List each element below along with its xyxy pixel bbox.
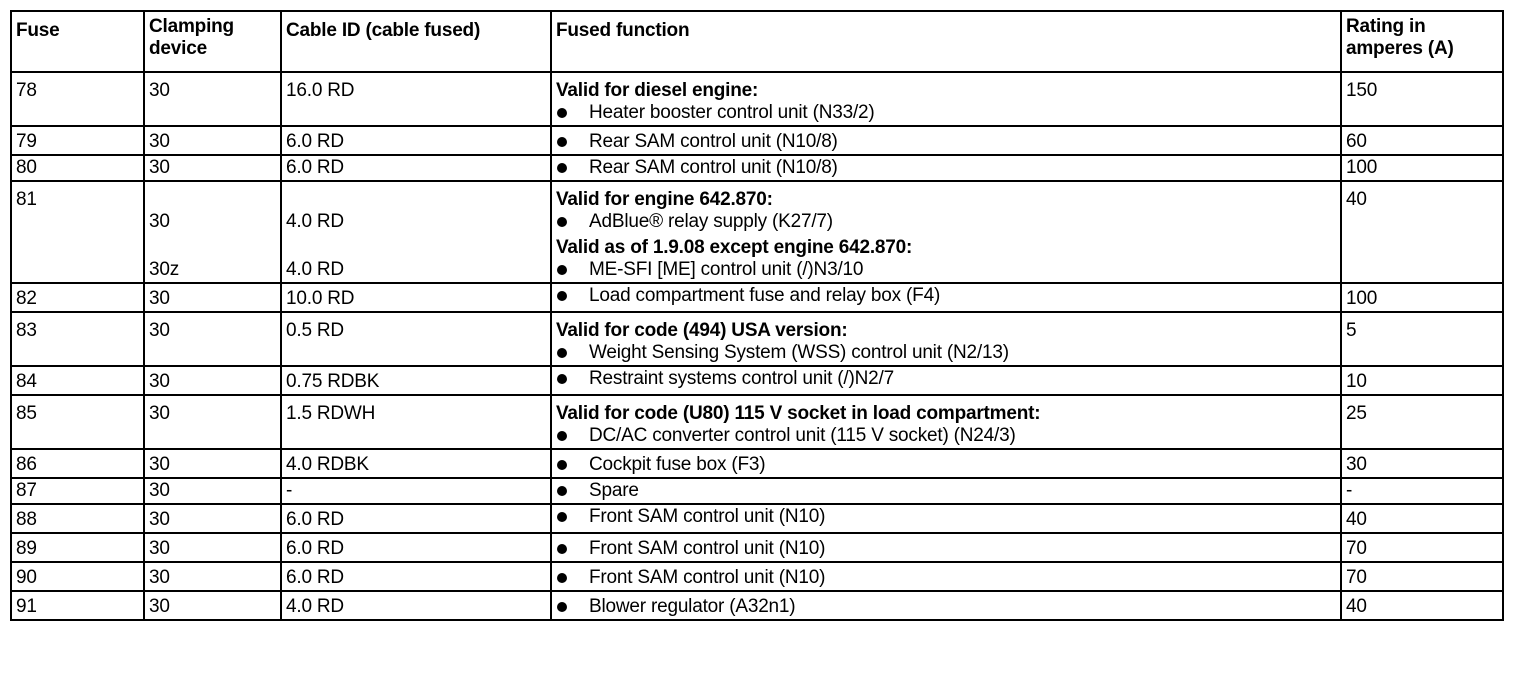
cable-value: 6.0 RD	[286, 509, 344, 530]
table-row	[11, 126, 1503, 155]
spacer	[149, 233, 276, 255]
rating-cell	[1341, 395, 1503, 449]
header-fuse	[11, 11, 144, 72]
fuse-cell	[11, 72, 144, 126]
bullet-icon	[557, 217, 567, 227]
rating-cell	[1341, 562, 1503, 591]
fuse-cell	[11, 478, 144, 504]
function-bullet	[556, 480, 1336, 502]
clamp-cell	[144, 562, 281, 591]
fuse-number: 78	[16, 80, 37, 101]
fuse-number: 88	[16, 509, 37, 530]
rating-value: 40	[1346, 509, 1367, 530]
function-bullet	[556, 451, 1336, 476]
fuse-cell	[11, 504, 144, 533]
function-text: Front SAM control unit (N10)	[589, 506, 826, 527]
rating-cell	[1341, 155, 1503, 181]
function-heading: Valid for diesel engine:	[556, 80, 759, 101]
bullet-icon	[557, 544, 567, 554]
cable-value: 0.75 RDBK	[286, 371, 380, 392]
cable-value: 6.0 RD	[286, 157, 344, 178]
rating-value: 25	[1346, 403, 1367, 424]
fuse-number: 79	[16, 131, 37, 152]
table-row	[11, 449, 1503, 478]
function-bullet	[556, 593, 1336, 618]
clamp-value: 30	[149, 157, 170, 178]
rating-value: 100	[1346, 288, 1378, 309]
cable-cell	[281, 181, 551, 283]
function-text: Spare	[589, 480, 639, 501]
rating-cell	[1341, 126, 1503, 155]
clamp-cell	[144, 395, 281, 449]
rating-value: 100	[1346, 157, 1378, 178]
clamp-cell	[144, 591, 281, 620]
clamp-cell	[144, 126, 281, 155]
function-cell	[551, 504, 1341, 533]
clamp-value: 30	[149, 320, 170, 341]
cable-value: 6.0 RD	[286, 131, 344, 152]
cable-cell	[281, 591, 551, 620]
table-row	[11, 478, 1503, 504]
rating-value: 70	[1346, 567, 1367, 588]
function-heading: Valid for code (U80) 115 V socket in load compartment:	[556, 403, 1041, 424]
clamp-value: 30	[149, 596, 170, 617]
function-bullet	[556, 211, 1336, 233]
clamp-value: 30	[149, 288, 170, 309]
cable-value: 16.0 RD	[286, 80, 355, 101]
function-cell	[551, 366, 1341, 395]
header-clamping-line1: Clamping	[149, 16, 234, 37]
function-bullet	[556, 102, 1336, 124]
header-fuse-label: Fuse	[16, 20, 60, 41]
function-cell	[551, 449, 1341, 478]
fuse-table	[10, 10, 1504, 621]
clamp-cell	[144, 283, 281, 312]
rating-cell	[1341, 366, 1503, 395]
rating-value: 60	[1346, 131, 1367, 152]
table-row	[11, 504, 1503, 533]
function-bullet	[556, 259, 1336, 281]
header-cable-label: Cable ID (cable fused)	[286, 20, 481, 41]
function-bullet	[556, 128, 1336, 153]
function-text: Heater booster control unit (N33/2)	[589, 102, 875, 123]
function-heading: Valid for engine 642.870:	[556, 189, 773, 210]
cable-value: 4.0 RD	[286, 259, 344, 280]
bullet-icon	[557, 486, 567, 496]
bullet-icon	[557, 374, 567, 384]
clamp-value: 30	[149, 538, 170, 559]
fuse-cell	[11, 126, 144, 155]
cable-cell	[281, 312, 551, 366]
cable-cell	[281, 155, 551, 181]
spacer	[149, 189, 276, 211]
rating-value: 5	[1346, 320, 1357, 341]
bullet-icon	[557, 431, 567, 441]
bullet-icon	[557, 137, 567, 147]
rating-cell	[1341, 312, 1503, 366]
function-text: Blower regulator (A32n1)	[589, 596, 796, 617]
function-bullet	[556, 425, 1336, 447]
cable-cell	[281, 366, 551, 395]
function-text: Front SAM control unit (N10)	[589, 567, 826, 588]
rating-value: 30	[1346, 454, 1367, 475]
cable-cell	[281, 126, 551, 155]
spacer	[286, 233, 546, 255]
fuse-number: 82	[16, 288, 37, 309]
function-bullet	[556, 157, 1336, 179]
bullet-icon	[557, 108, 567, 118]
cable-value: 1.5 RDWH	[286, 403, 376, 424]
clamp-value: 30	[149, 131, 170, 152]
cable-value: 4.0 RD	[286, 211, 344, 232]
cable-value: 4.0 RD	[286, 596, 344, 617]
fuse-number: 85	[16, 403, 37, 424]
rating-value: 10	[1346, 371, 1367, 392]
header-clamping-device	[144, 11, 281, 72]
clamp-cell	[144, 72, 281, 126]
cable-value: 6.0 RD	[286, 567, 344, 588]
fuse-number: 91	[16, 596, 37, 617]
function-text: AdBlue® relay supply (K27/7)	[589, 211, 833, 232]
rating-cell	[1341, 283, 1503, 312]
table-row	[11, 562, 1503, 591]
rating-cell	[1341, 533, 1503, 562]
clamp-cell	[144, 366, 281, 395]
table-row	[11, 283, 1503, 312]
function-bullet	[556, 506, 1336, 528]
clamp-value: 30	[149, 480, 170, 501]
cable-cell	[281, 395, 551, 449]
cable-value: 4.0 RDBK	[286, 454, 369, 475]
bullet-icon	[557, 265, 567, 275]
function-bullet	[556, 564, 1336, 589]
function-text: Load compartment fuse and relay box (F4)	[589, 285, 941, 306]
function-bullet	[556, 368, 1336, 390]
table-row	[11, 591, 1503, 620]
function-bullet	[556, 535, 1336, 560]
fuse-cell	[11, 562, 144, 591]
fuse-number: 80	[16, 157, 37, 178]
function-cell	[551, 562, 1341, 591]
bullet-icon	[557, 348, 567, 358]
fuse-number: 83	[16, 320, 37, 341]
clamp-value: 30	[149, 567, 170, 588]
clamp-cell	[144, 504, 281, 533]
function-cell	[551, 283, 1341, 312]
fuse-number: 84	[16, 371, 37, 392]
fuse-cell	[11, 449, 144, 478]
function-cell	[551, 72, 1341, 126]
cable-cell	[281, 72, 551, 126]
clamp-value: 30	[149, 80, 170, 101]
function-cell	[551, 126, 1341, 155]
clamp-value: 30	[149, 454, 170, 475]
fuse-cell	[11, 181, 144, 283]
header-rating	[1341, 11, 1503, 72]
rating-value: 40	[1346, 189, 1367, 210]
function-text: ME-SFI [ME] control unit (/)N3/10	[589, 259, 864, 280]
spacer	[286, 189, 546, 211]
fuse-cell	[11, 533, 144, 562]
fuse-cell	[11, 591, 144, 620]
function-text: Rear SAM control unit (N10/8)	[589, 131, 838, 152]
clamp-value: 30z	[149, 259, 180, 280]
table-row	[11, 155, 1503, 181]
fuse-cell	[11, 366, 144, 395]
fuse-number: 81	[16, 189, 37, 210]
function-text: Restraint systems control unit (/)N2/7	[589, 368, 894, 389]
rating-cell	[1341, 478, 1503, 504]
bullet-icon	[557, 512, 567, 522]
fuse-number: 89	[16, 538, 37, 559]
clamp-value: 30	[149, 371, 170, 392]
rating-value: -	[1346, 480, 1353, 501]
table-row	[11, 72, 1503, 126]
function-text: Weight Sensing System (WSS) control unit (N2/13)	[589, 342, 1009, 363]
fuse-number: 86	[16, 454, 37, 475]
function-heading: Valid for code (494) USA version:	[556, 320, 848, 341]
clamp-cell	[144, 533, 281, 562]
header-function-label: Fused function	[556, 20, 690, 41]
cable-cell	[281, 478, 551, 504]
table-row	[11, 181, 1503, 283]
fuse-number: 90	[16, 567, 37, 588]
table-row	[11, 366, 1503, 395]
function-cell	[551, 155, 1341, 181]
function-heading: Valid as of 1.9.08 except engine 642.870:	[556, 237, 913, 258]
rating-cell	[1341, 72, 1503, 126]
cable-value: -	[286, 480, 293, 501]
bullet-icon	[557, 163, 567, 173]
cable-cell	[281, 283, 551, 312]
function-cell	[551, 181, 1341, 283]
cable-value: 6.0 RD	[286, 538, 344, 559]
rating-value: 70	[1346, 538, 1367, 559]
header-rating-line2: amperes (A)	[1346, 38, 1454, 59]
cable-cell	[281, 449, 551, 478]
cable-value: 10.0 RD	[286, 288, 355, 309]
clamp-cell	[144, 449, 281, 478]
cable-cell	[281, 562, 551, 591]
fuse-cell	[11, 283, 144, 312]
cable-value: 0.5 RD	[286, 320, 344, 341]
clamp-value: 30	[149, 403, 170, 424]
table-row	[11, 312, 1503, 366]
rating-cell	[1341, 181, 1503, 283]
header-fused-function	[551, 11, 1341, 72]
function-text: Rear SAM control unit (N10/8)	[589, 157, 838, 178]
function-cell	[551, 533, 1341, 562]
fuse-number: 87	[16, 480, 37, 501]
rating-cell	[1341, 591, 1503, 620]
header-row	[11, 11, 1503, 72]
function-cell	[551, 478, 1341, 504]
header-clamping-line2: device	[149, 38, 207, 59]
bullet-icon	[557, 573, 567, 583]
rating-cell	[1341, 449, 1503, 478]
header-rating-line1: Rating in	[1346, 16, 1426, 37]
function-cell	[551, 395, 1341, 449]
header-cable-id	[281, 11, 551, 72]
rating-value: 150	[1346, 80, 1378, 101]
clamp-cell	[144, 181, 281, 283]
function-bullet	[556, 342, 1336, 364]
function-cell	[551, 312, 1341, 366]
fuse-cell	[11, 312, 144, 366]
fuse-cell	[11, 395, 144, 449]
table-row	[11, 533, 1503, 562]
clamp-value: 30	[149, 509, 170, 530]
function-text: Front SAM control unit (N10)	[589, 538, 826, 559]
bullet-icon	[557, 460, 567, 470]
clamp-value: 30	[149, 211, 170, 232]
fuse-cell	[11, 155, 144, 181]
function-bullet	[556, 285, 1336, 307]
bullet-icon	[557, 291, 567, 301]
clamp-cell	[144, 312, 281, 366]
function-text: Cockpit fuse box (F3)	[589, 454, 766, 475]
cable-cell	[281, 533, 551, 562]
clamp-cell	[144, 155, 281, 181]
bullet-icon	[557, 602, 567, 612]
function-cell	[551, 591, 1341, 620]
cable-cell	[281, 504, 551, 533]
table-row	[11, 395, 1503, 449]
clamp-cell	[144, 478, 281, 504]
function-text: DC/AC converter control unit (115 V socket) (N24/3)	[589, 425, 1016, 446]
rating-value: 40	[1346, 596, 1367, 617]
rating-cell	[1341, 504, 1503, 533]
